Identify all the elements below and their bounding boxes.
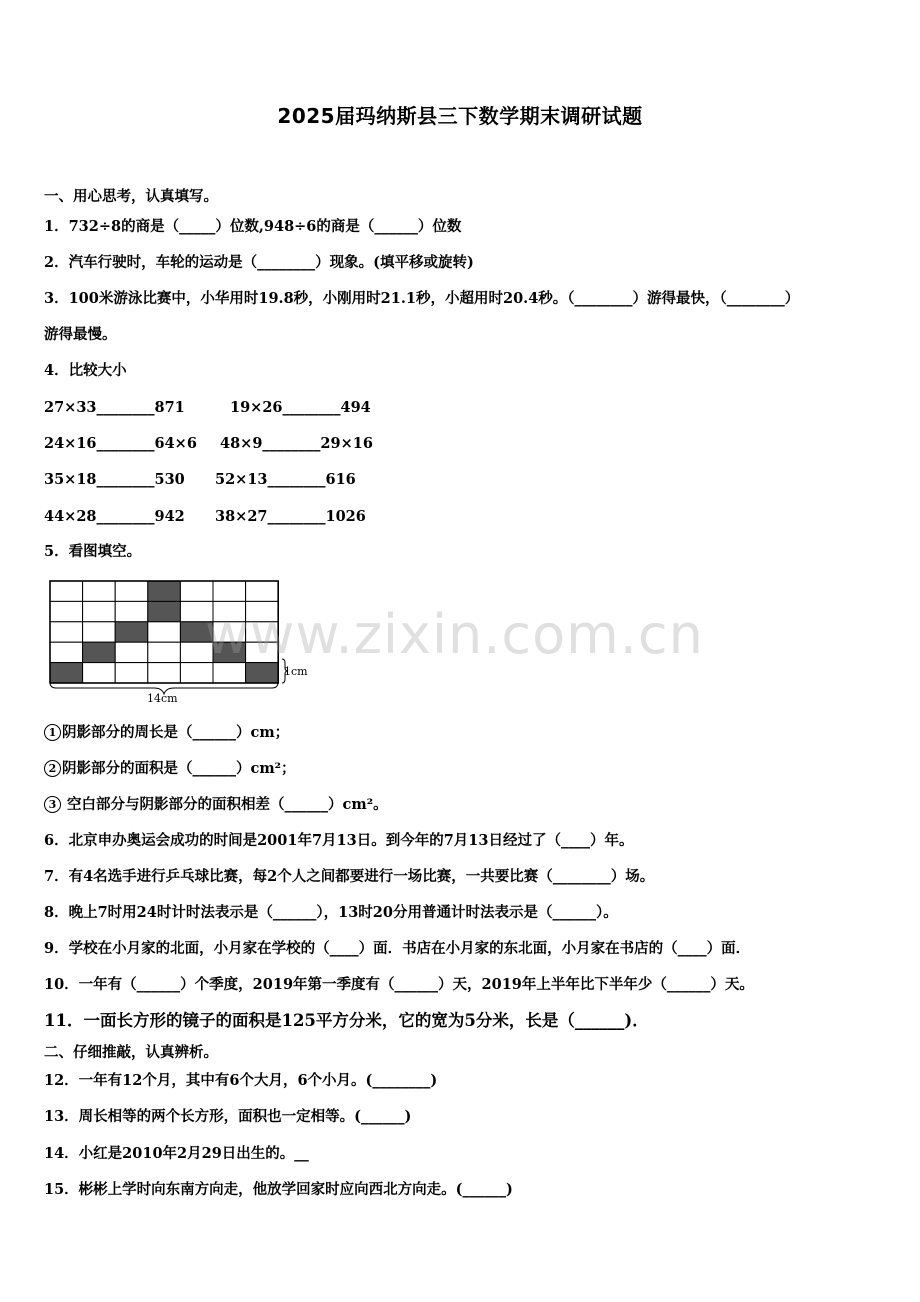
watermark: www.zixin.com.cn xyxy=(205,603,704,666)
blank-cell xyxy=(246,581,279,601)
width-label: 14cm xyxy=(147,692,178,705)
compare-row-3-right: 52×13________616 xyxy=(215,471,356,488)
blank-cell xyxy=(180,581,213,601)
section-heading-2: 二、仔细推敲，认真辨析。 xyxy=(44,1044,218,1061)
question-15: 15．彬彬上学时向东南方向走，他放学回家时应向西北方向走。(______) xyxy=(44,1181,513,1198)
question-5-2 xyxy=(44,759,296,779)
height-label: 1cm xyxy=(284,665,308,678)
question-5-2-text: 阴影部分的面积是（______）cm²； xyxy=(62,760,296,777)
question-13: 13．周长相等的两个长方形，面积也一定相等。(______) xyxy=(44,1108,412,1125)
compare-row-1-left: 27×33________871 xyxy=(44,399,185,416)
blank-cell xyxy=(83,581,116,601)
shaded-cell xyxy=(148,581,181,601)
question-2: 2．汽车行驶时，车轮的运动是（________）现象。(填平移或旋转) xyxy=(44,254,474,271)
blank-cell xyxy=(50,581,83,601)
question-5-3 xyxy=(44,795,388,815)
question-3: 3．100米游泳比赛中，小华用时19.8秒，小刚用时21.1秒，小超用时20.4秒。（________）游得最快，（________） xyxy=(44,290,800,307)
compare-row-1-right: 19×26________494 xyxy=(230,399,371,416)
blank-cell xyxy=(115,581,148,601)
compare-row-2-left: 24×16________64×6 xyxy=(44,435,197,452)
section-heading-1: 一、用心思考，认真填写。 xyxy=(44,188,218,205)
blank-cell xyxy=(148,663,181,683)
shaded-cell xyxy=(148,601,181,621)
compare-row-2-right: 48×9________29×16 xyxy=(220,435,373,452)
question-5-1-text: 阴影部分的周长是（______）cm； xyxy=(62,724,290,741)
circled-number-1: 1 xyxy=(44,724,61,741)
compare-row-3-left: 35×18________530 xyxy=(44,471,185,488)
circled-number-2: 2 xyxy=(44,760,61,777)
blank-cell xyxy=(50,601,83,621)
question-5-1 xyxy=(44,723,289,743)
compare-row-4-right: 38×27________1026 xyxy=(215,508,366,525)
question-6: 6．北京申办奥运会成功的时间是2001年7月13日。到今年的7月13日经过了（____）年。 xyxy=(44,832,634,849)
question-11: 11．一面长方形的镜子的面积是125平方分米，它的宽为5分米，长是（______)． xyxy=(44,1011,649,1030)
question-1: 1．732÷8的商是（_____）位数,948÷6的商是（______）位数 xyxy=(44,218,462,235)
blank-cell xyxy=(148,642,181,662)
question-4: 4．比较大小 xyxy=(44,362,127,379)
blank-cell xyxy=(115,663,148,683)
shaded-cell xyxy=(50,663,83,683)
question-5-3-text: 空白部分与阴影部分的面积相差（______）cm²。 xyxy=(62,796,388,813)
question-9: 9．学校在小月家的北面，小月家在学校的（____）面．书店在小月家的东北面，小月家在书店的（____）面． xyxy=(44,940,751,957)
compare-row-4-left: 44×28________942 xyxy=(44,508,185,525)
blank-cell xyxy=(148,622,181,642)
circled-number-3: 3 xyxy=(44,796,61,813)
question-14: 14．小红是2010年2月29日出生的。__ xyxy=(44,1145,309,1162)
question-5: 5．看图填空。 xyxy=(44,543,142,560)
page-title: 2025届玛纳斯县三下数学期末调研试题 xyxy=(277,104,643,128)
blank-cell xyxy=(83,663,116,683)
question-8: 8．晚上7时用24时计时法表示是（______），13时20分用普通计时法表示是（______）。 xyxy=(44,904,618,921)
blank-cell xyxy=(213,581,246,601)
blank-cell xyxy=(115,642,148,662)
blank-cell xyxy=(50,622,83,642)
shaded-cell xyxy=(115,622,148,642)
blank-cell xyxy=(50,642,83,662)
question-10: 10．一年有（______）个季度，2019年第一季度有（______）天，2019年上半年比下半年少（______）天。 xyxy=(44,976,754,993)
question-3-continued: 游得最慢。 xyxy=(44,326,117,343)
blank-cell xyxy=(115,601,148,621)
shaded-cell xyxy=(83,642,116,662)
question-7: 7．有4名选手进行乒乓球比赛，每2个人之间都要进行一场比赛，一共要比赛（________）场。 xyxy=(44,868,655,885)
blank-cell xyxy=(83,622,116,642)
blank-cell xyxy=(83,601,116,621)
question-12: 12．一年有12个月，其中有6个大月，6个小月。(________) xyxy=(44,1072,438,1089)
